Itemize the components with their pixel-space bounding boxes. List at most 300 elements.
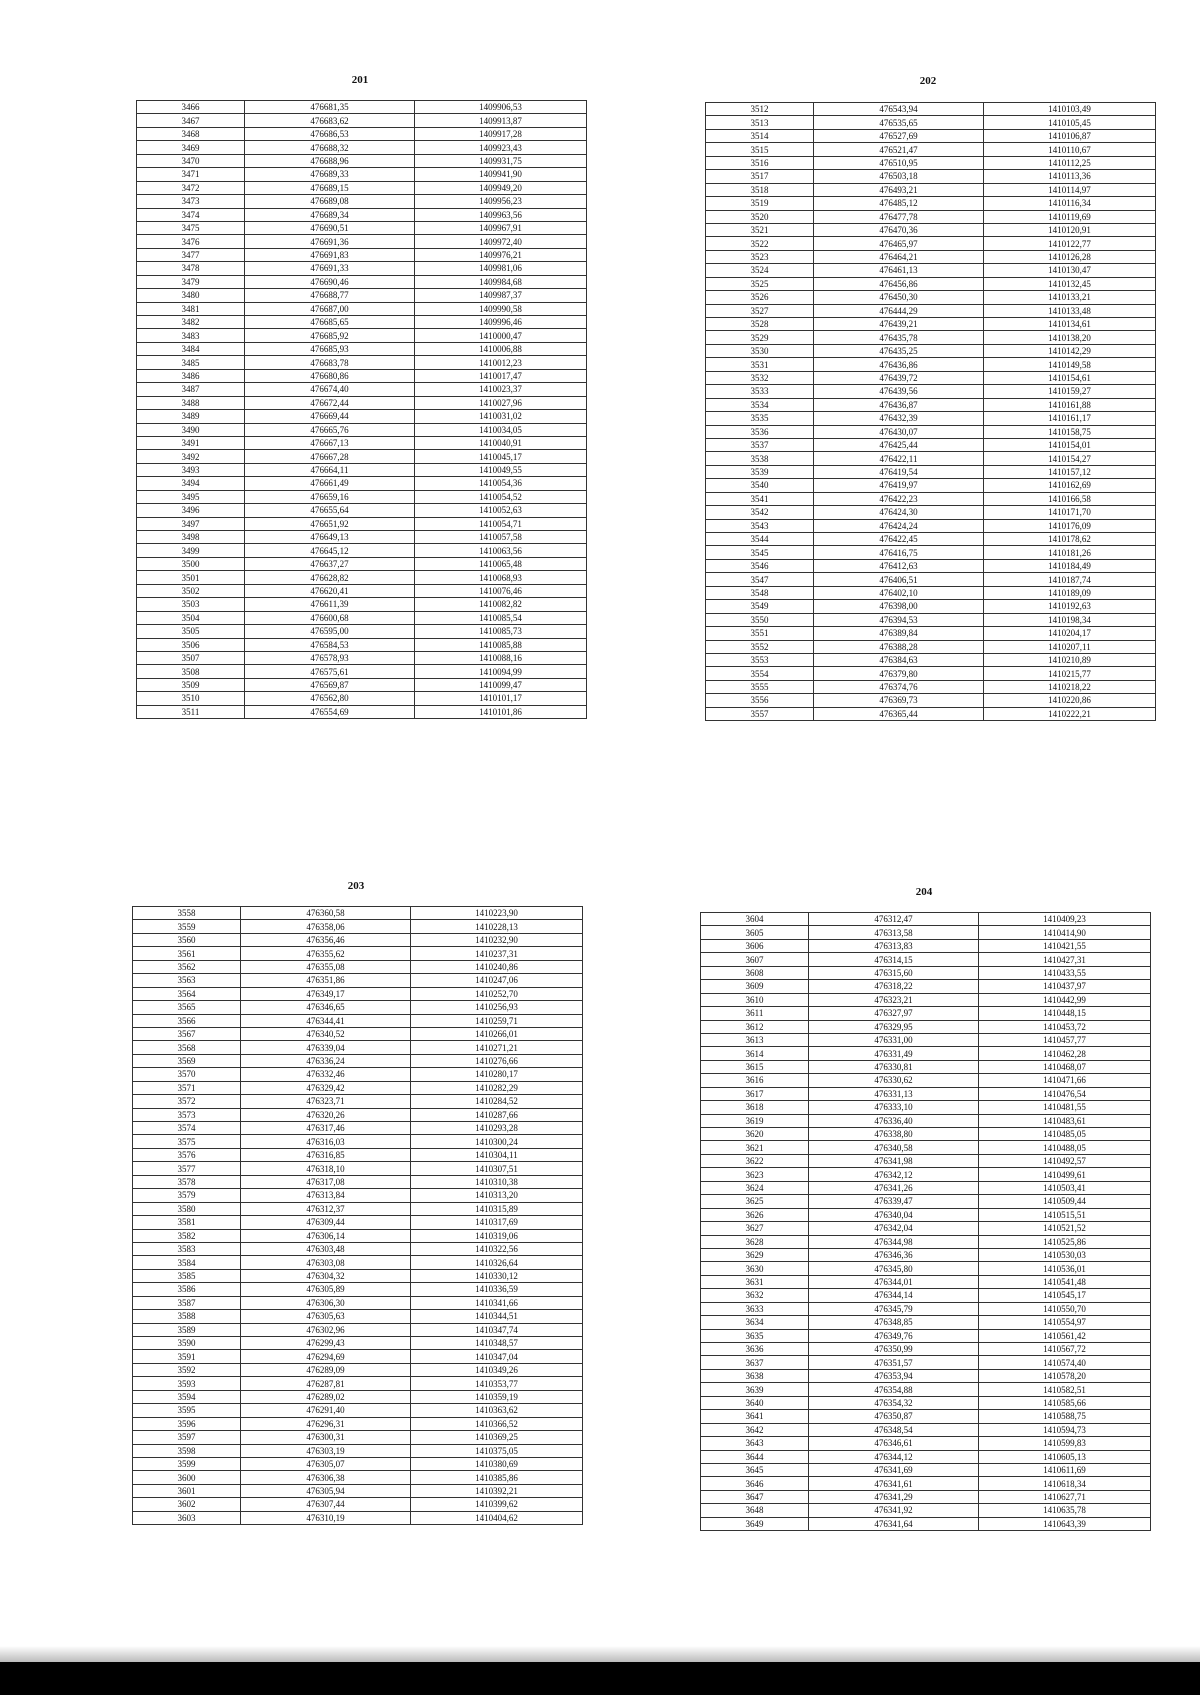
point-number-cell: 3536 bbox=[706, 425, 814, 438]
y-coordinate-cell: 1410130,47 bbox=[984, 264, 1156, 277]
x-coordinate-cell: 476683,62 bbox=[245, 114, 415, 127]
point-number-cell: 3578 bbox=[133, 1175, 241, 1188]
point-number-cell: 3587 bbox=[133, 1296, 241, 1309]
y-coordinate-cell: 1409981,06 bbox=[415, 262, 587, 275]
point-number-cell: 3562 bbox=[133, 960, 241, 973]
y-coordinate-cell: 1410541,48 bbox=[979, 1275, 1151, 1288]
point-number-cell: 3575 bbox=[133, 1135, 241, 1148]
x-coordinate-cell: 476342,04 bbox=[809, 1222, 979, 1235]
table-row bbox=[701, 993, 1151, 1006]
x-coordinate-cell: 476314,15 bbox=[809, 953, 979, 966]
x-coordinate-cell: 476320,26 bbox=[241, 1108, 411, 1121]
y-coordinate-cell: 1410207,11 bbox=[984, 640, 1156, 653]
point-number-cell: 3499 bbox=[137, 544, 245, 557]
table-row bbox=[137, 208, 587, 221]
y-coordinate-cell: 1410132,45 bbox=[984, 277, 1156, 290]
x-coordinate-cell: 476664,11 bbox=[245, 463, 415, 476]
point-number-cell: 3630 bbox=[701, 1262, 809, 1275]
point-number-cell: 3641 bbox=[701, 1410, 809, 1423]
x-coordinate-cell: 476313,84 bbox=[241, 1189, 411, 1202]
x-coordinate-cell: 476291,40 bbox=[241, 1404, 411, 1417]
table-row bbox=[137, 423, 587, 436]
y-coordinate-cell: 1410503,41 bbox=[979, 1181, 1151, 1194]
point-number-cell: 3474 bbox=[137, 208, 245, 221]
point-number-cell: 3647 bbox=[701, 1490, 809, 1503]
table-row bbox=[701, 1423, 1151, 1436]
table-row bbox=[137, 450, 587, 463]
point-number-cell: 3634 bbox=[701, 1316, 809, 1329]
x-coordinate-cell: 476302,96 bbox=[241, 1323, 411, 1336]
x-coordinate-cell: 476543,94 bbox=[814, 103, 984, 116]
table-row bbox=[137, 625, 587, 638]
point-number-cell: 3620 bbox=[701, 1128, 809, 1141]
x-coordinate-cell: 476355,08 bbox=[241, 960, 411, 973]
table-row bbox=[701, 1222, 1151, 1235]
table-row bbox=[706, 129, 1156, 142]
y-coordinate-cell: 1410366,52 bbox=[411, 1417, 583, 1430]
x-coordinate-cell: 476305,94 bbox=[241, 1484, 411, 1497]
x-coordinate-cell: 476350,87 bbox=[809, 1410, 979, 1423]
y-coordinate-cell: 1410582,51 bbox=[979, 1383, 1151, 1396]
point-number-cell: 3560 bbox=[133, 933, 241, 946]
x-coordinate-cell: 476355,62 bbox=[241, 947, 411, 960]
point-number-cell: 3466 bbox=[137, 101, 245, 114]
table-row bbox=[701, 1208, 1151, 1221]
table-row bbox=[137, 611, 587, 624]
table-row bbox=[133, 1162, 583, 1175]
x-coordinate-cell: 476521,47 bbox=[814, 143, 984, 156]
y-coordinate-cell: 1410181,26 bbox=[984, 546, 1156, 559]
y-coordinate-cell: 1409976,21 bbox=[415, 248, 587, 261]
table-row bbox=[133, 1148, 583, 1161]
table-row bbox=[137, 316, 587, 329]
x-coordinate-cell: 476510,95 bbox=[814, 156, 984, 169]
y-coordinate-cell: 1410215,77 bbox=[984, 667, 1156, 680]
table-row bbox=[706, 627, 1156, 640]
table-row bbox=[706, 156, 1156, 169]
y-coordinate-cell: 1410159,27 bbox=[984, 385, 1156, 398]
x-coordinate-cell: 476493,21 bbox=[814, 183, 984, 196]
x-coordinate-cell: 476305,07 bbox=[241, 1457, 411, 1470]
y-coordinate-cell: 1410448,15 bbox=[979, 1007, 1151, 1020]
y-coordinate-cell: 1410471,66 bbox=[979, 1074, 1151, 1087]
y-coordinate-cell: 1410347,74 bbox=[411, 1323, 583, 1336]
point-number-cell: 3497 bbox=[137, 517, 245, 530]
x-coordinate-cell: 476422,45 bbox=[814, 533, 984, 546]
table-row bbox=[701, 1007, 1151, 1020]
y-coordinate-cell: 1410218,22 bbox=[984, 680, 1156, 693]
table-row bbox=[701, 1262, 1151, 1275]
point-number-cell: 3611 bbox=[701, 1007, 809, 1020]
y-coordinate-cell: 1410210,89 bbox=[984, 653, 1156, 666]
table-row bbox=[137, 383, 587, 396]
point-number-cell: 3513 bbox=[706, 116, 814, 129]
y-coordinate-cell: 1410319,06 bbox=[411, 1229, 583, 1242]
point-number-cell: 3480 bbox=[137, 289, 245, 302]
x-coordinate-cell: 476611,39 bbox=[245, 598, 415, 611]
y-coordinate-cell: 1410112,25 bbox=[984, 156, 1156, 169]
x-coordinate-cell: 476649,13 bbox=[245, 531, 415, 544]
table-row bbox=[706, 358, 1156, 371]
table-row bbox=[701, 1383, 1151, 1396]
x-coordinate-cell: 476584,53 bbox=[245, 638, 415, 651]
point-number-cell: 3602 bbox=[133, 1498, 241, 1511]
y-coordinate-cell: 1410119,69 bbox=[984, 210, 1156, 223]
y-coordinate-cell: 1410105,45 bbox=[984, 116, 1156, 129]
y-coordinate-cell: 1410198,34 bbox=[984, 613, 1156, 626]
x-coordinate-cell: 476346,61 bbox=[809, 1437, 979, 1450]
y-coordinate-cell: 1410065,48 bbox=[415, 557, 587, 570]
table-row bbox=[701, 1343, 1151, 1356]
y-coordinate-cell: 1410414,90 bbox=[979, 926, 1151, 939]
point-number-cell: 3627 bbox=[701, 1222, 809, 1235]
y-coordinate-cell: 1410341,66 bbox=[411, 1296, 583, 1309]
x-coordinate-cell: 476450,30 bbox=[814, 291, 984, 304]
point-number-cell: 3600 bbox=[133, 1471, 241, 1484]
table-row bbox=[706, 479, 1156, 492]
page-number-203: 203 bbox=[347, 880, 365, 892]
table-row bbox=[137, 598, 587, 611]
x-coordinate-cell: 476681,35 bbox=[245, 101, 415, 114]
point-number-cell: 3643 bbox=[701, 1437, 809, 1450]
y-coordinate-cell: 1410189,09 bbox=[984, 586, 1156, 599]
y-coordinate-cell: 1409931,75 bbox=[415, 154, 587, 167]
y-coordinate-cell: 1410307,51 bbox=[411, 1162, 583, 1175]
point-number-cell: 3519 bbox=[706, 197, 814, 210]
x-coordinate-cell: 476688,96 bbox=[245, 154, 415, 167]
y-coordinate-cell: 1410114,97 bbox=[984, 183, 1156, 196]
coordinate-table-203 bbox=[132, 906, 583, 1525]
x-coordinate-cell: 476674,40 bbox=[245, 383, 415, 396]
table-row bbox=[701, 1181, 1151, 1194]
y-coordinate-cell: 1410068,93 bbox=[415, 571, 587, 584]
y-coordinate-cell: 1410076,46 bbox=[415, 584, 587, 597]
y-coordinate-cell: 1410237,31 bbox=[411, 947, 583, 960]
point-number-cell: 3548 bbox=[706, 586, 814, 599]
table-row bbox=[706, 223, 1156, 236]
point-number-cell: 3476 bbox=[137, 235, 245, 248]
table-row bbox=[133, 1081, 583, 1094]
table-row bbox=[701, 1248, 1151, 1261]
point-number-cell: 3610 bbox=[701, 993, 809, 1006]
y-coordinate-cell: 1410375,05 bbox=[411, 1444, 583, 1457]
point-number-cell: 3597 bbox=[133, 1431, 241, 1444]
page-number-202: 202 bbox=[919, 75, 937, 87]
x-coordinate-cell: 476306,30 bbox=[241, 1296, 411, 1309]
y-coordinate-cell: 1410468,07 bbox=[979, 1060, 1151, 1073]
table-row bbox=[701, 1168, 1151, 1181]
table-row bbox=[137, 436, 587, 449]
point-number-cell: 3544 bbox=[706, 533, 814, 546]
table-row bbox=[137, 490, 587, 503]
x-coordinate-cell: 476339,47 bbox=[809, 1195, 979, 1208]
x-coordinate-cell: 476318,10 bbox=[241, 1162, 411, 1175]
point-number-cell: 3514 bbox=[706, 129, 814, 142]
y-coordinate-cell: 1410122,77 bbox=[984, 237, 1156, 250]
table-row bbox=[137, 531, 587, 544]
point-number-cell: 3614 bbox=[701, 1047, 809, 1060]
table-row bbox=[701, 966, 1151, 979]
point-number-cell: 3520 bbox=[706, 210, 814, 223]
point-number-cell: 3467 bbox=[137, 114, 245, 127]
table-row bbox=[706, 640, 1156, 653]
y-coordinate-cell: 1410252,70 bbox=[411, 987, 583, 1000]
x-coordinate-cell: 476312,37 bbox=[241, 1202, 411, 1215]
table-row bbox=[133, 1337, 583, 1350]
table-row bbox=[701, 1450, 1151, 1463]
y-coordinate-cell: 1410347,04 bbox=[411, 1350, 583, 1363]
x-coordinate-cell: 476329,42 bbox=[241, 1081, 411, 1094]
table-row bbox=[701, 1275, 1151, 1288]
y-coordinate-cell: 1410627,71 bbox=[979, 1490, 1151, 1503]
table-row bbox=[133, 1390, 583, 1403]
y-coordinate-cell: 1410344,51 bbox=[411, 1310, 583, 1323]
x-coordinate-cell: 476356,46 bbox=[241, 933, 411, 946]
x-coordinate-cell: 476388,28 bbox=[814, 640, 984, 653]
table-row bbox=[706, 331, 1156, 344]
point-number-cell: 3490 bbox=[137, 423, 245, 436]
x-coordinate-cell: 476341,29 bbox=[809, 1490, 979, 1503]
y-coordinate-cell: 1410567,72 bbox=[979, 1343, 1151, 1356]
point-number-cell: 3516 bbox=[706, 156, 814, 169]
x-coordinate-cell: 476306,14 bbox=[241, 1229, 411, 1242]
point-number-cell: 3567 bbox=[133, 1027, 241, 1040]
point-number-cell: 3584 bbox=[133, 1256, 241, 1269]
x-coordinate-cell: 476339,04 bbox=[241, 1041, 411, 1054]
y-coordinate-cell: 1410317,69 bbox=[411, 1216, 583, 1229]
table-row bbox=[133, 1431, 583, 1444]
point-number-cell: 3528 bbox=[706, 318, 814, 331]
table-row bbox=[137, 692, 587, 705]
point-number-cell: 3572 bbox=[133, 1095, 241, 1108]
table-row bbox=[706, 291, 1156, 304]
y-coordinate-cell: 1410101,17 bbox=[415, 692, 587, 705]
x-coordinate-cell: 476330,62 bbox=[809, 1074, 979, 1087]
table-row bbox=[701, 913, 1151, 926]
point-number-cell: 3493 bbox=[137, 463, 245, 476]
x-coordinate-cell: 476419,54 bbox=[814, 465, 984, 478]
y-coordinate-cell: 1410094,99 bbox=[415, 665, 587, 678]
point-number-cell: 3570 bbox=[133, 1068, 241, 1081]
y-coordinate-cell: 1410110,67 bbox=[984, 143, 1156, 156]
table-row bbox=[133, 1498, 583, 1511]
x-coordinate-cell: 476358,06 bbox=[241, 920, 411, 933]
point-number-cell: 3604 bbox=[701, 913, 809, 926]
point-number-cell: 3481 bbox=[137, 302, 245, 315]
point-number-cell: 3594 bbox=[133, 1390, 241, 1403]
y-coordinate-cell: 1410116,34 bbox=[984, 197, 1156, 210]
point-number-cell: 3485 bbox=[137, 356, 245, 369]
table-row bbox=[137, 141, 587, 154]
point-number-cell: 3515 bbox=[706, 143, 814, 156]
y-coordinate-cell: 1410585,66 bbox=[979, 1396, 1151, 1409]
table-row bbox=[133, 1054, 583, 1067]
point-number-cell: 3603 bbox=[133, 1511, 241, 1524]
y-coordinate-cell: 1409963,56 bbox=[415, 208, 587, 221]
point-number-cell: 3595 bbox=[133, 1404, 241, 1417]
x-coordinate-cell: 476365,44 bbox=[814, 707, 984, 720]
point-number-cell: 3632 bbox=[701, 1289, 809, 1302]
point-number-cell: 3551 bbox=[706, 627, 814, 640]
x-coordinate-cell: 476432,39 bbox=[814, 412, 984, 425]
y-coordinate-cell: 1410223,90 bbox=[411, 907, 583, 920]
y-coordinate-cell: 1410611,69 bbox=[979, 1463, 1151, 1476]
x-coordinate-cell: 476439,72 bbox=[814, 371, 984, 384]
y-coordinate-cell: 1410000,47 bbox=[415, 329, 587, 342]
table-row bbox=[701, 1235, 1151, 1248]
point-number-cell: 3592 bbox=[133, 1363, 241, 1376]
table-row bbox=[701, 1074, 1151, 1087]
point-number-cell: 3535 bbox=[706, 412, 814, 425]
point-number-cell: 3573 bbox=[133, 1108, 241, 1121]
table-row bbox=[706, 573, 1156, 586]
x-coordinate-cell: 476336,40 bbox=[809, 1114, 979, 1127]
x-coordinate-cell: 476342,12 bbox=[809, 1168, 979, 1181]
point-number-cell: 3557 bbox=[706, 707, 814, 720]
y-coordinate-cell: 1410643,39 bbox=[979, 1517, 1151, 1530]
x-coordinate-cell: 476688,32 bbox=[245, 141, 415, 154]
y-coordinate-cell: 1410322,56 bbox=[411, 1242, 583, 1255]
y-coordinate-cell: 1410437,97 bbox=[979, 980, 1151, 993]
y-coordinate-cell: 1410588,75 bbox=[979, 1410, 1151, 1423]
table-row bbox=[133, 1189, 583, 1202]
x-coordinate-cell: 476503,18 bbox=[814, 170, 984, 183]
table-row bbox=[133, 920, 583, 933]
y-coordinate-cell: 1410204,17 bbox=[984, 627, 1156, 640]
x-coordinate-cell: 476333,10 bbox=[809, 1101, 979, 1114]
point-number-cell: 3579 bbox=[133, 1189, 241, 1202]
y-coordinate-cell: 1410192,63 bbox=[984, 600, 1156, 613]
x-coordinate-cell: 476309,44 bbox=[241, 1216, 411, 1229]
x-coordinate-cell: 476419,97 bbox=[814, 479, 984, 492]
coordinate-table-202 bbox=[705, 102, 1156, 721]
x-coordinate-cell: 476689,08 bbox=[245, 195, 415, 208]
y-coordinate-cell: 1410161,17 bbox=[984, 412, 1156, 425]
y-coordinate-cell: 1410605,13 bbox=[979, 1450, 1151, 1463]
y-coordinate-cell: 1410509,44 bbox=[979, 1195, 1151, 1208]
table-row bbox=[706, 492, 1156, 505]
table-row bbox=[706, 613, 1156, 626]
y-coordinate-cell: 1410293,28 bbox=[411, 1122, 583, 1135]
point-number-cell: 3639 bbox=[701, 1383, 809, 1396]
x-coordinate-cell: 476425,44 bbox=[814, 438, 984, 451]
table-row bbox=[706, 519, 1156, 532]
table-row bbox=[133, 1014, 583, 1027]
y-coordinate-cell: 1409906,53 bbox=[415, 101, 587, 114]
x-coordinate-cell: 476318,22 bbox=[809, 980, 979, 993]
y-coordinate-cell: 1410282,29 bbox=[411, 1081, 583, 1094]
table-row bbox=[701, 953, 1151, 966]
table-row bbox=[706, 237, 1156, 250]
y-coordinate-cell: 1409987,37 bbox=[415, 289, 587, 302]
table-row bbox=[133, 1363, 583, 1376]
table-row bbox=[133, 1296, 583, 1309]
y-coordinate-cell: 1410545,17 bbox=[979, 1289, 1151, 1302]
x-coordinate-cell: 476327,97 bbox=[809, 1007, 979, 1020]
x-coordinate-cell: 476313,83 bbox=[809, 939, 979, 952]
table-row bbox=[133, 1457, 583, 1470]
y-coordinate-cell: 1409923,43 bbox=[415, 141, 587, 154]
y-coordinate-cell: 1410006,88 bbox=[415, 342, 587, 355]
y-coordinate-cell: 1410085,73 bbox=[415, 625, 587, 638]
table-row bbox=[137, 154, 587, 167]
point-number-cell: 3546 bbox=[706, 559, 814, 572]
table-row bbox=[701, 926, 1151, 939]
table-row bbox=[706, 210, 1156, 223]
y-coordinate-cell: 1410599,83 bbox=[979, 1437, 1151, 1450]
y-coordinate-cell: 1410154,27 bbox=[984, 452, 1156, 465]
table-row bbox=[701, 1463, 1151, 1476]
x-coordinate-cell: 476690,46 bbox=[245, 275, 415, 288]
y-coordinate-cell: 1410313,20 bbox=[411, 1189, 583, 1202]
y-coordinate-cell: 1410287,66 bbox=[411, 1108, 583, 1121]
point-number-cell: 3640 bbox=[701, 1396, 809, 1409]
y-coordinate-cell: 1410166,58 bbox=[984, 492, 1156, 505]
x-coordinate-cell: 476316,85 bbox=[241, 1148, 411, 1161]
point-number-cell: 3538 bbox=[706, 452, 814, 465]
x-coordinate-cell: 476436,87 bbox=[814, 398, 984, 411]
x-coordinate-cell: 476344,41 bbox=[241, 1014, 411, 1027]
x-coordinate-cell: 476323,71 bbox=[241, 1095, 411, 1108]
point-number-cell: 3512 bbox=[706, 103, 814, 116]
point-number-cell: 3629 bbox=[701, 1248, 809, 1261]
table-row bbox=[137, 195, 587, 208]
x-coordinate-cell: 476578,93 bbox=[245, 651, 415, 664]
table-row bbox=[701, 1410, 1151, 1423]
y-coordinate-cell: 1410157,12 bbox=[984, 465, 1156, 478]
y-coordinate-cell: 1410521,52 bbox=[979, 1222, 1151, 1235]
table-row bbox=[701, 1329, 1151, 1342]
table-row bbox=[706, 304, 1156, 317]
y-coordinate-cell: 1410330,12 bbox=[411, 1269, 583, 1282]
point-number-cell: 3565 bbox=[133, 1001, 241, 1014]
point-number-cell: 3503 bbox=[137, 598, 245, 611]
table-row bbox=[133, 974, 583, 987]
y-coordinate-cell: 1410363,62 bbox=[411, 1404, 583, 1417]
x-coordinate-cell: 476691,83 bbox=[245, 248, 415, 261]
table-row bbox=[706, 653, 1156, 666]
point-number-cell: 3613 bbox=[701, 1033, 809, 1046]
point-number-cell: 3501 bbox=[137, 571, 245, 584]
y-coordinate-cell: 1410158,75 bbox=[984, 425, 1156, 438]
y-coordinate-cell: 1410099,47 bbox=[415, 678, 587, 691]
table-row bbox=[706, 344, 1156, 357]
point-number-cell: 3532 bbox=[706, 371, 814, 384]
x-coordinate-cell: 476430,07 bbox=[814, 425, 984, 438]
table-row bbox=[706, 170, 1156, 183]
y-coordinate-cell: 1410012,23 bbox=[415, 356, 587, 369]
y-coordinate-cell: 1410256,93 bbox=[411, 1001, 583, 1014]
y-coordinate-cell: 1410171,70 bbox=[984, 506, 1156, 519]
point-number-cell: 3618 bbox=[701, 1101, 809, 1114]
y-coordinate-cell: 1410276,66 bbox=[411, 1054, 583, 1067]
point-number-cell: 3556 bbox=[706, 694, 814, 707]
point-number-cell: 3541 bbox=[706, 492, 814, 505]
x-coordinate-cell: 476394,53 bbox=[814, 613, 984, 626]
scan-shadow bbox=[0, 1646, 1200, 1662]
y-coordinate-cell: 1410326,64 bbox=[411, 1256, 583, 1269]
y-coordinate-cell: 1410023,37 bbox=[415, 383, 587, 396]
point-number-cell: 3522 bbox=[706, 237, 814, 250]
table-row bbox=[137, 302, 587, 315]
table-row bbox=[137, 262, 587, 275]
y-coordinate-cell: 1410266,01 bbox=[411, 1027, 583, 1040]
x-coordinate-cell: 476348,54 bbox=[809, 1423, 979, 1436]
x-coordinate-cell: 476340,04 bbox=[809, 1208, 979, 1221]
x-coordinate-cell: 476346,36 bbox=[809, 1248, 979, 1261]
point-number-cell: 3561 bbox=[133, 947, 241, 960]
table-row bbox=[137, 342, 587, 355]
